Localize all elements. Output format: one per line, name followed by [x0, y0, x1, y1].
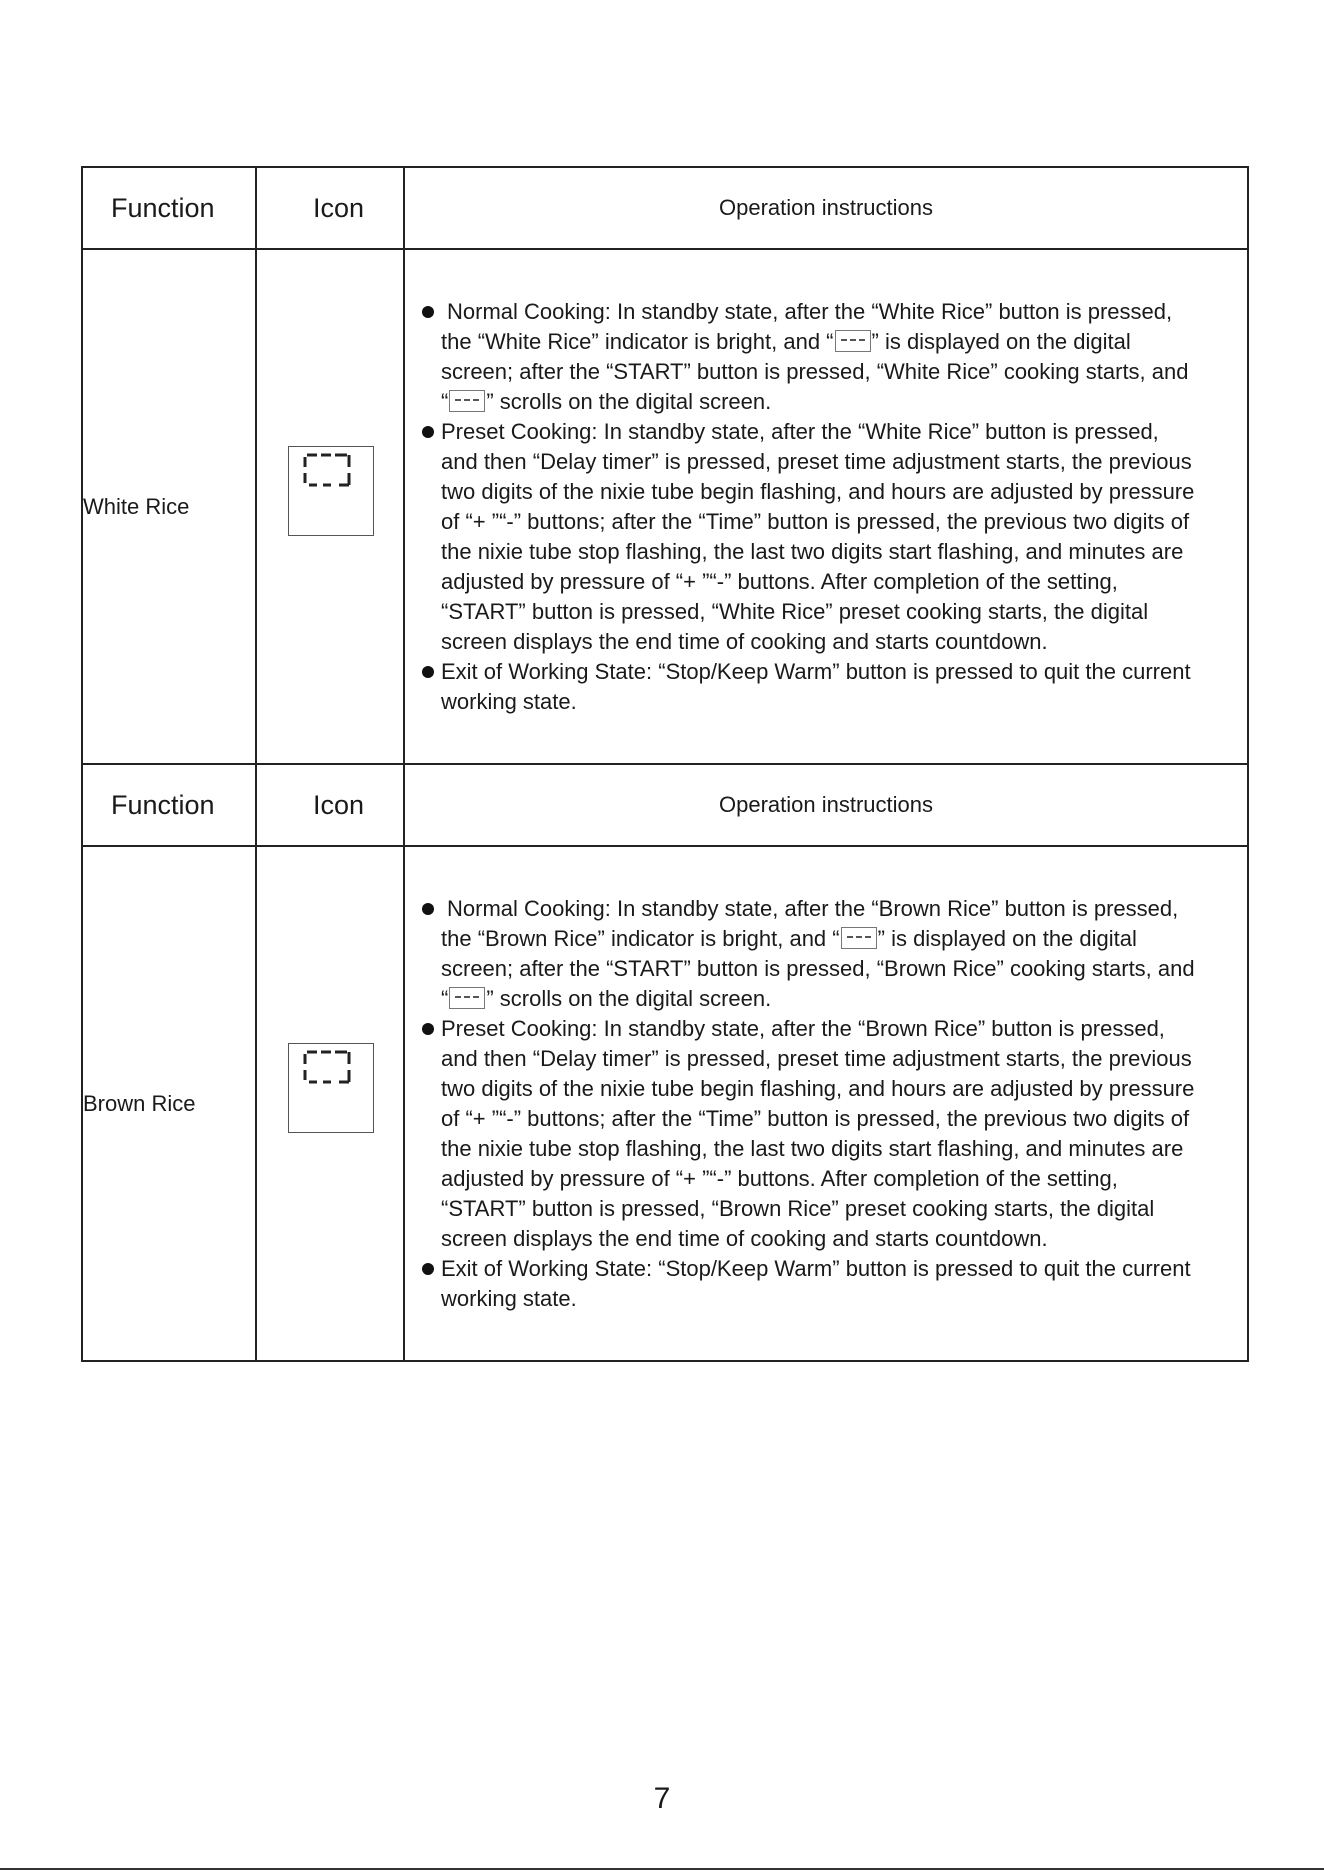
- header-icon: Icon: [256, 167, 404, 249]
- instruction-item: Preset Cooking: In standby state, after the “White Rice” button is pressed, and then “Delay timer” is pressed, preset time adjustment starts, the previous two digits of the nixie tube begin flashing, and hours are adjusted by pressure of “+ ”“-” buttons; after the “Time” button is pressed, the previous two digits of the nixie tube stop flashing, the last two digits start flashing, and minutes are adjusted by pressure of “+ ”“-” buttons. After completion of the setting, “START” button is pressed, “White Rice” preset cooking starts, the digital screen displays the end time of cooking and starts countdown.: [441, 417, 1197, 657]
- instruction-item: Exit of Working State: “Stop/Keep Warm” button is pressed to quit the current working state.: [441, 657, 1197, 717]
- lcd-inline-icon: [449, 987, 485, 1009]
- bullet-icon: [422, 306, 434, 318]
- table-header-row: [82, 167, 1248, 249]
- lcd-segment-display-icon: [288, 446, 374, 536]
- function-table: [81, 166, 1249, 1362]
- table-header-row: [82, 764, 1248, 846]
- header-icon: Icon: [256, 764, 404, 846]
- lcd-inline-icon: [835, 330, 871, 352]
- function-name: Brown Rice: [82, 846, 256, 1361]
- header-operation: Operation instructions: [404, 764, 1248, 846]
- instruction-list: [405, 864, 1247, 1344]
- bullet-icon: [422, 426, 434, 438]
- bottom-rule: [0, 1868, 1324, 1870]
- instruction-item: Normal Cooking: In standby state, after the “White Rice” button is pressed, the “White Rice” indicator is bright, and “ ” is displayed on the digital screen; after the “START” button is pressed, “White Rice” cooking starts, and “ ” scrolls on the digital screen.: [441, 297, 1197, 417]
- table-row-brown-rice: [82, 846, 1248, 1361]
- instruction-list: [405, 267, 1247, 747]
- instruction-item: Exit of Working State: “Stop/Keep Warm” button is pressed to quit the current working state.: [441, 1254, 1197, 1314]
- bullet-icon: [422, 1263, 434, 1275]
- lcd-segment-display-icon: [288, 1043, 374, 1133]
- header-operation: Operation instructions: [404, 167, 1248, 249]
- bullet-icon: [422, 1023, 434, 1035]
- bullet-icon: [422, 666, 434, 678]
- table-row-white-rice: [82, 249, 1248, 764]
- header-function: Function: [82, 167, 256, 249]
- header-function: Function: [82, 764, 256, 846]
- page-number: 7: [653, 1782, 671, 1815]
- lcd-inline-icon: [841, 927, 877, 949]
- instruction-item: Preset Cooking: In standby state, after the “Brown Rice” button is pressed, and then “Delay timer” is pressed, preset time adjustment starts, the previous two digits of the nixie tube begin flashing, and hours are adjusted by pressure of “+ ”“-” buttons; after the “Time” button is pressed, the previous two digits of the nixie tube stop flashing, the last two digits start flashing, and minutes are adjusted by pressure of “+ ”“-” buttons. After completion of the setting, “START” button is pressed, “Brown Rice” preset cooking starts, the digital screen displays the end time of cooking and starts countdown.: [441, 1014, 1197, 1254]
- instruction-item: Normal Cooking: In standby state, after the “Brown Rice” button is pressed, the “Brown Rice” indicator is bright, and “ ” is displayed on the digital screen; after the “START” button is pressed, “Brown Rice” cooking starts, and “ ” scrolls on the digital screen.: [441, 894, 1197, 1014]
- bullet-icon: [422, 903, 434, 915]
- lcd-inline-icon: [449, 390, 485, 412]
- function-name: White Rice: [82, 249, 256, 764]
